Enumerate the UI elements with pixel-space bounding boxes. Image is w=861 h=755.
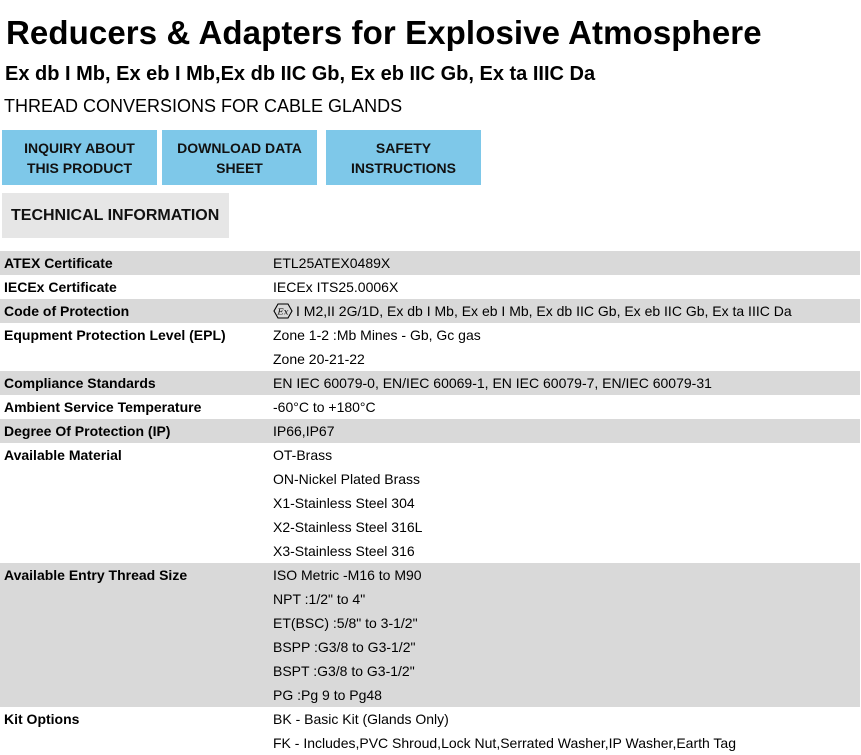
spec-value: OT-Brass (273, 447, 333, 463)
spec-value: NPT :1/2" to 4" (273, 591, 366, 607)
download-datasheet-button[interactable] (162, 130, 317, 185)
spec-value: ET(BSC) :5/8" to 3-1/2" (273, 615, 418, 631)
spec-label: Available Material (4, 447, 122, 463)
spec-value: PG :Pg 9 to Pg48 (273, 687, 382, 703)
svg-text:Ex: Ex (277, 307, 289, 318)
spec-value: I M2,II 2G/1D, Ex db I Mb, Ex eb I Mb, Ex db IIC Gb, Ex eb IIC Gb, Ex ta IIIC Da (296, 303, 792, 319)
ex-hexagon-icon (273, 303, 293, 319)
spec-value: IP66,IP67 (273, 423, 335, 439)
spec-value: -60°C to +180°C (273, 399, 376, 415)
spec-value: Zone 1-2 :Mb Mines - Gb, Gc gas (273, 327, 481, 343)
spec-value: Zone 20-21-22 (273, 351, 365, 367)
download-button-line2: SHEET (216, 159, 263, 176)
page-title: Reducers & Adapters for Explosive Atmosphere (6, 14, 762, 51)
spec-table (0, 251, 860, 755)
spec-row-epl (0, 323, 860, 371)
spec-row-code-of-protection (0, 299, 860, 323)
spec-row-ip (0, 419, 860, 443)
spec-row-iecex (0, 275, 860, 299)
spec-row-material (0, 443, 860, 563)
spec-row-atex (0, 251, 860, 275)
spec-value: X3-Stainless Steel 316 (273, 543, 415, 559)
spec-label: Compliance Standards (4, 375, 156, 391)
protection-subtitle: Ex db I Mb, Ex eb I Mb,Ex db IIC Gb, Ex eb IIC Gb, Ex ta IIIC Da (5, 63, 596, 85)
spec-label: Equpment Protection Level (EPL) (4, 327, 226, 343)
spec-value: BSPP :G3/8 to G3-1/2" (273, 639, 416, 655)
inquiry-button[interactable] (2, 130, 157, 185)
spec-value: X1-Stainless Steel 304 (273, 495, 415, 511)
spec-value: BSPT :G3/8 to G3-1/2" (273, 663, 415, 679)
safety-instructions-button[interactable] (326, 130, 481, 185)
spec-label: ATEX Certificate (4, 255, 113, 271)
spec-label: Degree Of Protection (IP) (4, 423, 171, 439)
spec-row-thread-size (0, 563, 860, 707)
spec-value: FK - Includes,PVC Shroud,Lock Nut,Serrated Washer,IP Washer,Earth Tag (273, 735, 736, 751)
spec-label: IECEx Certificate (4, 279, 117, 295)
spec-label: Available Entry Thread Size (4, 567, 188, 583)
inquiry-button-line1: INQUIRY ABOUT (24, 139, 135, 156)
spec-value: EN IEC 60079-0, EN/IEC 60069-1, EN IEC 60079-7, EN/IEC 60079-31 (273, 375, 712, 391)
spec-label: Code of Protection (4, 303, 130, 319)
spec-row-compliance (0, 371, 860, 395)
spec-value: IECEx ITS25.0006X (273, 279, 399, 295)
spec-value: ETL25ATEX0489X (273, 255, 391, 271)
spec-value: ISO Metric -M16 to M90 (273, 567, 422, 583)
safety-button-line2: INSTRUCTIONS (351, 159, 456, 176)
spec-value: BK - Basic Kit (Glands Only) (273, 711, 449, 727)
spec-row-kit-options (0, 707, 860, 755)
spec-label: Ambient Service Temperature (4, 399, 202, 415)
inquiry-button-line2: THIS PRODUCT (27, 159, 132, 176)
safety-button-line1: SAFETY (375, 139, 432, 156)
spec-value: ON-Nickel Plated Brass (273, 471, 421, 487)
spec-label: Kit Options (4, 711, 80, 727)
product-tagline: THREAD CONVERSIONS FOR CABLE GLANDS (4, 96, 403, 116)
download-button-line1: DOWNLOAD DATA (177, 139, 302, 156)
spec-value: X2-Stainless Steel 316L (273, 519, 423, 535)
spec-row-temperature (0, 395, 860, 419)
tab-technical-information[interactable]: TECHNICAL INFORMATION (2, 193, 229, 238)
